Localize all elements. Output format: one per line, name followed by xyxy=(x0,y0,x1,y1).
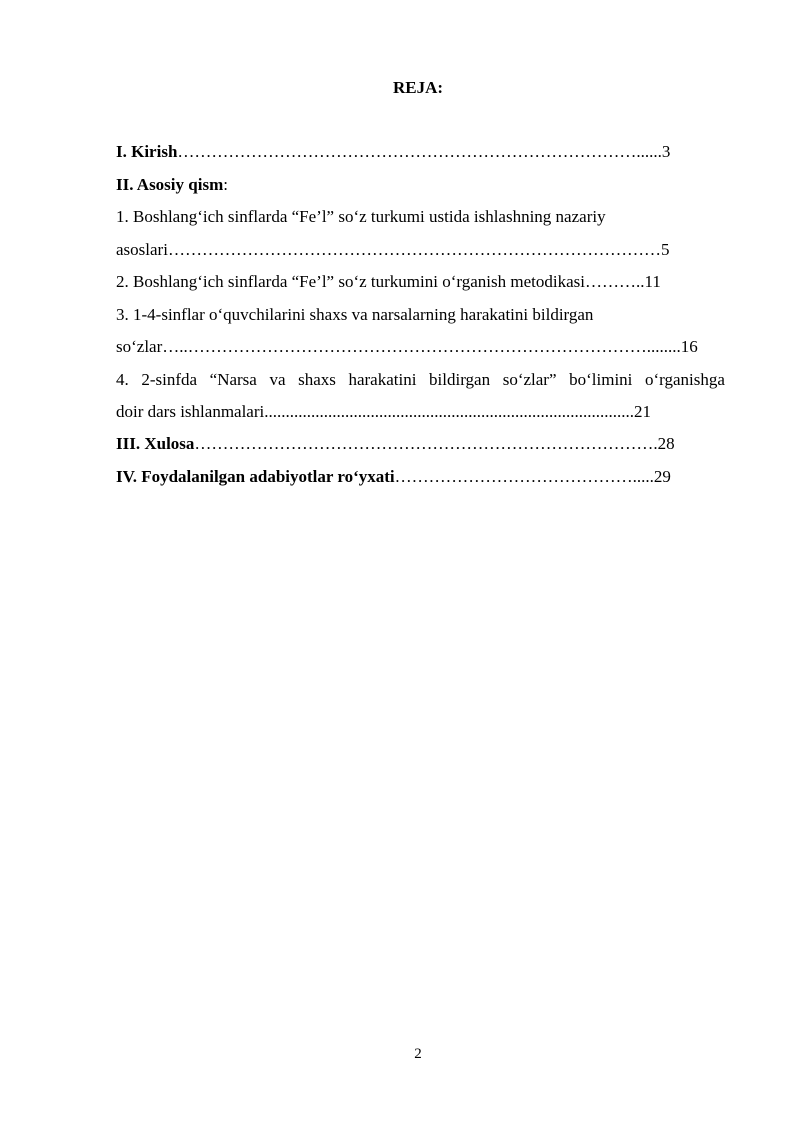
toc-leader: ....................................................................................... xyxy=(264,402,634,421)
toc-page: 29 xyxy=(653,467,671,486)
toc-suffix: : xyxy=(223,175,228,194)
toc-label: doir dars ishlanmalari xyxy=(116,402,265,421)
toc-entry-adabiyotlar xyxy=(116,466,671,488)
toc-leader: …..………………………………………………………………………........ xyxy=(162,337,681,356)
toc-word: bo‘limini xyxy=(569,370,633,389)
toc-entry-3-line2 xyxy=(116,336,698,358)
toc-word: o‘rganishga xyxy=(644,370,725,389)
toc-label: I. Kirish xyxy=(116,142,178,161)
toc-leader: …………………………………………………………………………… xyxy=(167,240,661,259)
toc-page: 28 xyxy=(657,434,675,453)
toc-leader: ……….. xyxy=(584,272,645,291)
toc-heading-asosiy xyxy=(116,174,228,196)
toc-leader: ………………………………………………………………………. xyxy=(194,434,658,453)
toc-word: bildirgan xyxy=(429,370,491,389)
toc-page: 21 xyxy=(634,402,651,421)
toc-word: va xyxy=(269,370,286,389)
toc-word: 4. xyxy=(116,370,129,389)
toc-word: shaxs xyxy=(298,370,336,389)
toc-word: 2-sinfda xyxy=(141,370,198,389)
toc-page: 16 xyxy=(680,337,698,356)
toc-leader: ………………………………………………………………………...... xyxy=(177,142,662,161)
toc-entry-3-line1: 3. 1-4-sinflar o‘quvchilarini shaxs va narsalarning harakatini bildirgan xyxy=(116,305,594,324)
toc-page: 11 xyxy=(644,272,661,291)
toc-entry-1-line2 xyxy=(116,239,669,261)
toc-entry-xulosa xyxy=(116,433,675,455)
toc-label: so‘zlar xyxy=(116,337,163,356)
toc-label: III. Xulosa xyxy=(116,434,195,453)
toc-entry-4-line2 xyxy=(116,401,651,423)
toc-page: 5 xyxy=(660,240,670,259)
toc-label: II. Asosiy qism xyxy=(116,175,224,194)
toc-word: harakatini xyxy=(348,370,417,389)
toc-word: so‘zlar” xyxy=(502,370,557,389)
toc-word: “Narsa xyxy=(209,370,257,389)
toc-page: 3 xyxy=(661,142,671,161)
toc-leader: ……………………………………..... xyxy=(394,467,654,486)
page-title: REJA: xyxy=(392,78,444,97)
toc-entry-2 xyxy=(116,271,661,293)
page-number: 2 xyxy=(414,1046,422,1062)
toc-label: 2. Boshlang‘ich sinflarda “Fe’l” so‘z turkumini o‘rganish metodikasi xyxy=(116,272,585,291)
toc-label: IV. Foydalanilgan adabiyotlar ro‘yxati xyxy=(116,467,395,486)
toc-entry-kirish xyxy=(116,141,670,163)
toc-label: asoslari xyxy=(116,240,168,259)
toc-entry-4-line1 xyxy=(116,369,725,391)
toc-entry-1-line1: 1. Boshlang‘ich sinflarda “Fe’l” so‘z turkumi ustida ishlashning nazariy xyxy=(116,207,606,226)
